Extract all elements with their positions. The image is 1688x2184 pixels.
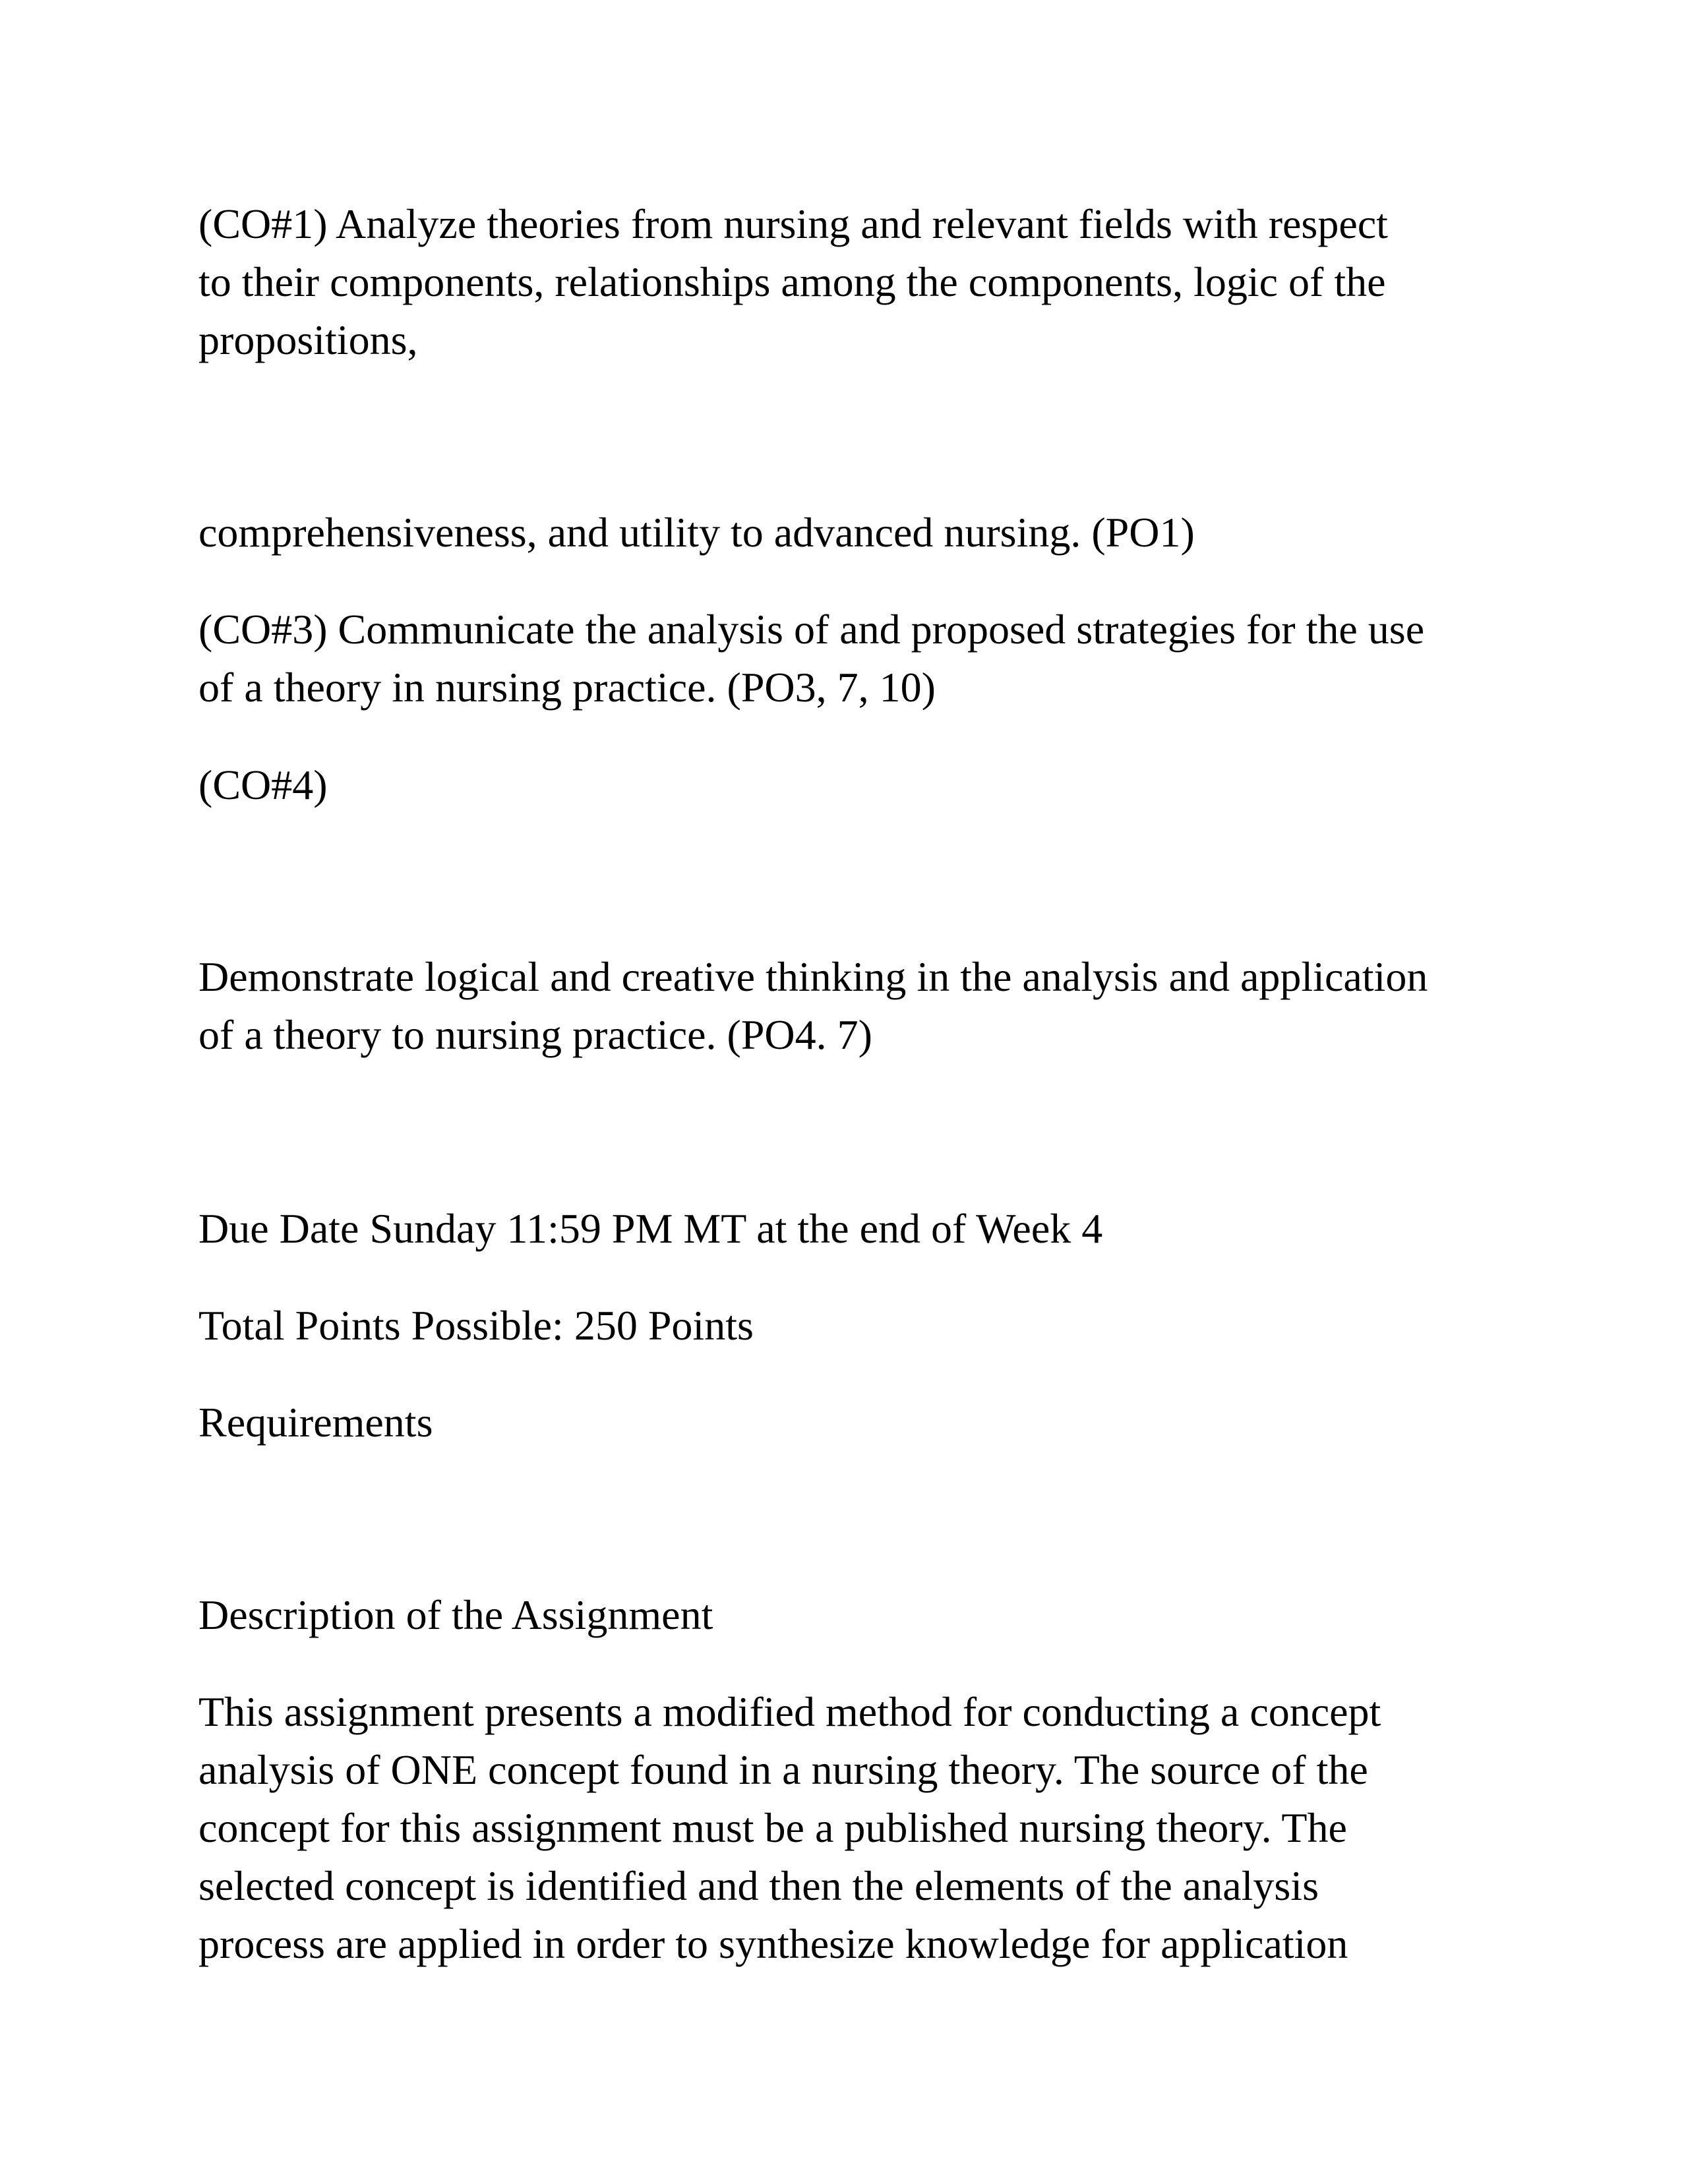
due-date: Due Date Sunday 11:59 PM MT at the end of Week 4 — [198, 1205, 1103, 1252]
course-outcome-4-text: Demonstrate logical and creative thinking in the analysis and application of a theory to nursing practice. (PO4. 7) — [198, 953, 1428, 1058]
requirements-heading: Requirements — [198, 1399, 433, 1446]
course-outcome-3: (CO#3) Communicate the analysis of and proposed strategies for the use of a theory in nursing practice. (PO3, 7, 10) — [198, 606, 1425, 711]
total-points: Total Points Possible: 250 Points — [198, 1302, 754, 1349]
course-outcome-1: (CO#1) Analyze theories from nursing and relevant fields with respect to their components, relationships among the components, logic of the propositions, — [198, 200, 1388, 363]
assignment-description-body: This assignment presents a modified method for conducting a concept analysis of ONE concept found in a nursing theory. The source of the concept for this assignment must be a published nursing theory. The selected concept is identified and then the elements of the analysis process are applied in order to synthesize knowledge for application — [198, 1688, 1381, 1967]
assignment-description-heading: Description of the Assignment — [198, 1591, 713, 1638]
course-outcome-4-label: (CO#4) — [198, 761, 328, 808]
course-outcome-1-continued: comprehensiveness, and utility to advanced nursing. (PO1) — [198, 509, 1195, 556]
